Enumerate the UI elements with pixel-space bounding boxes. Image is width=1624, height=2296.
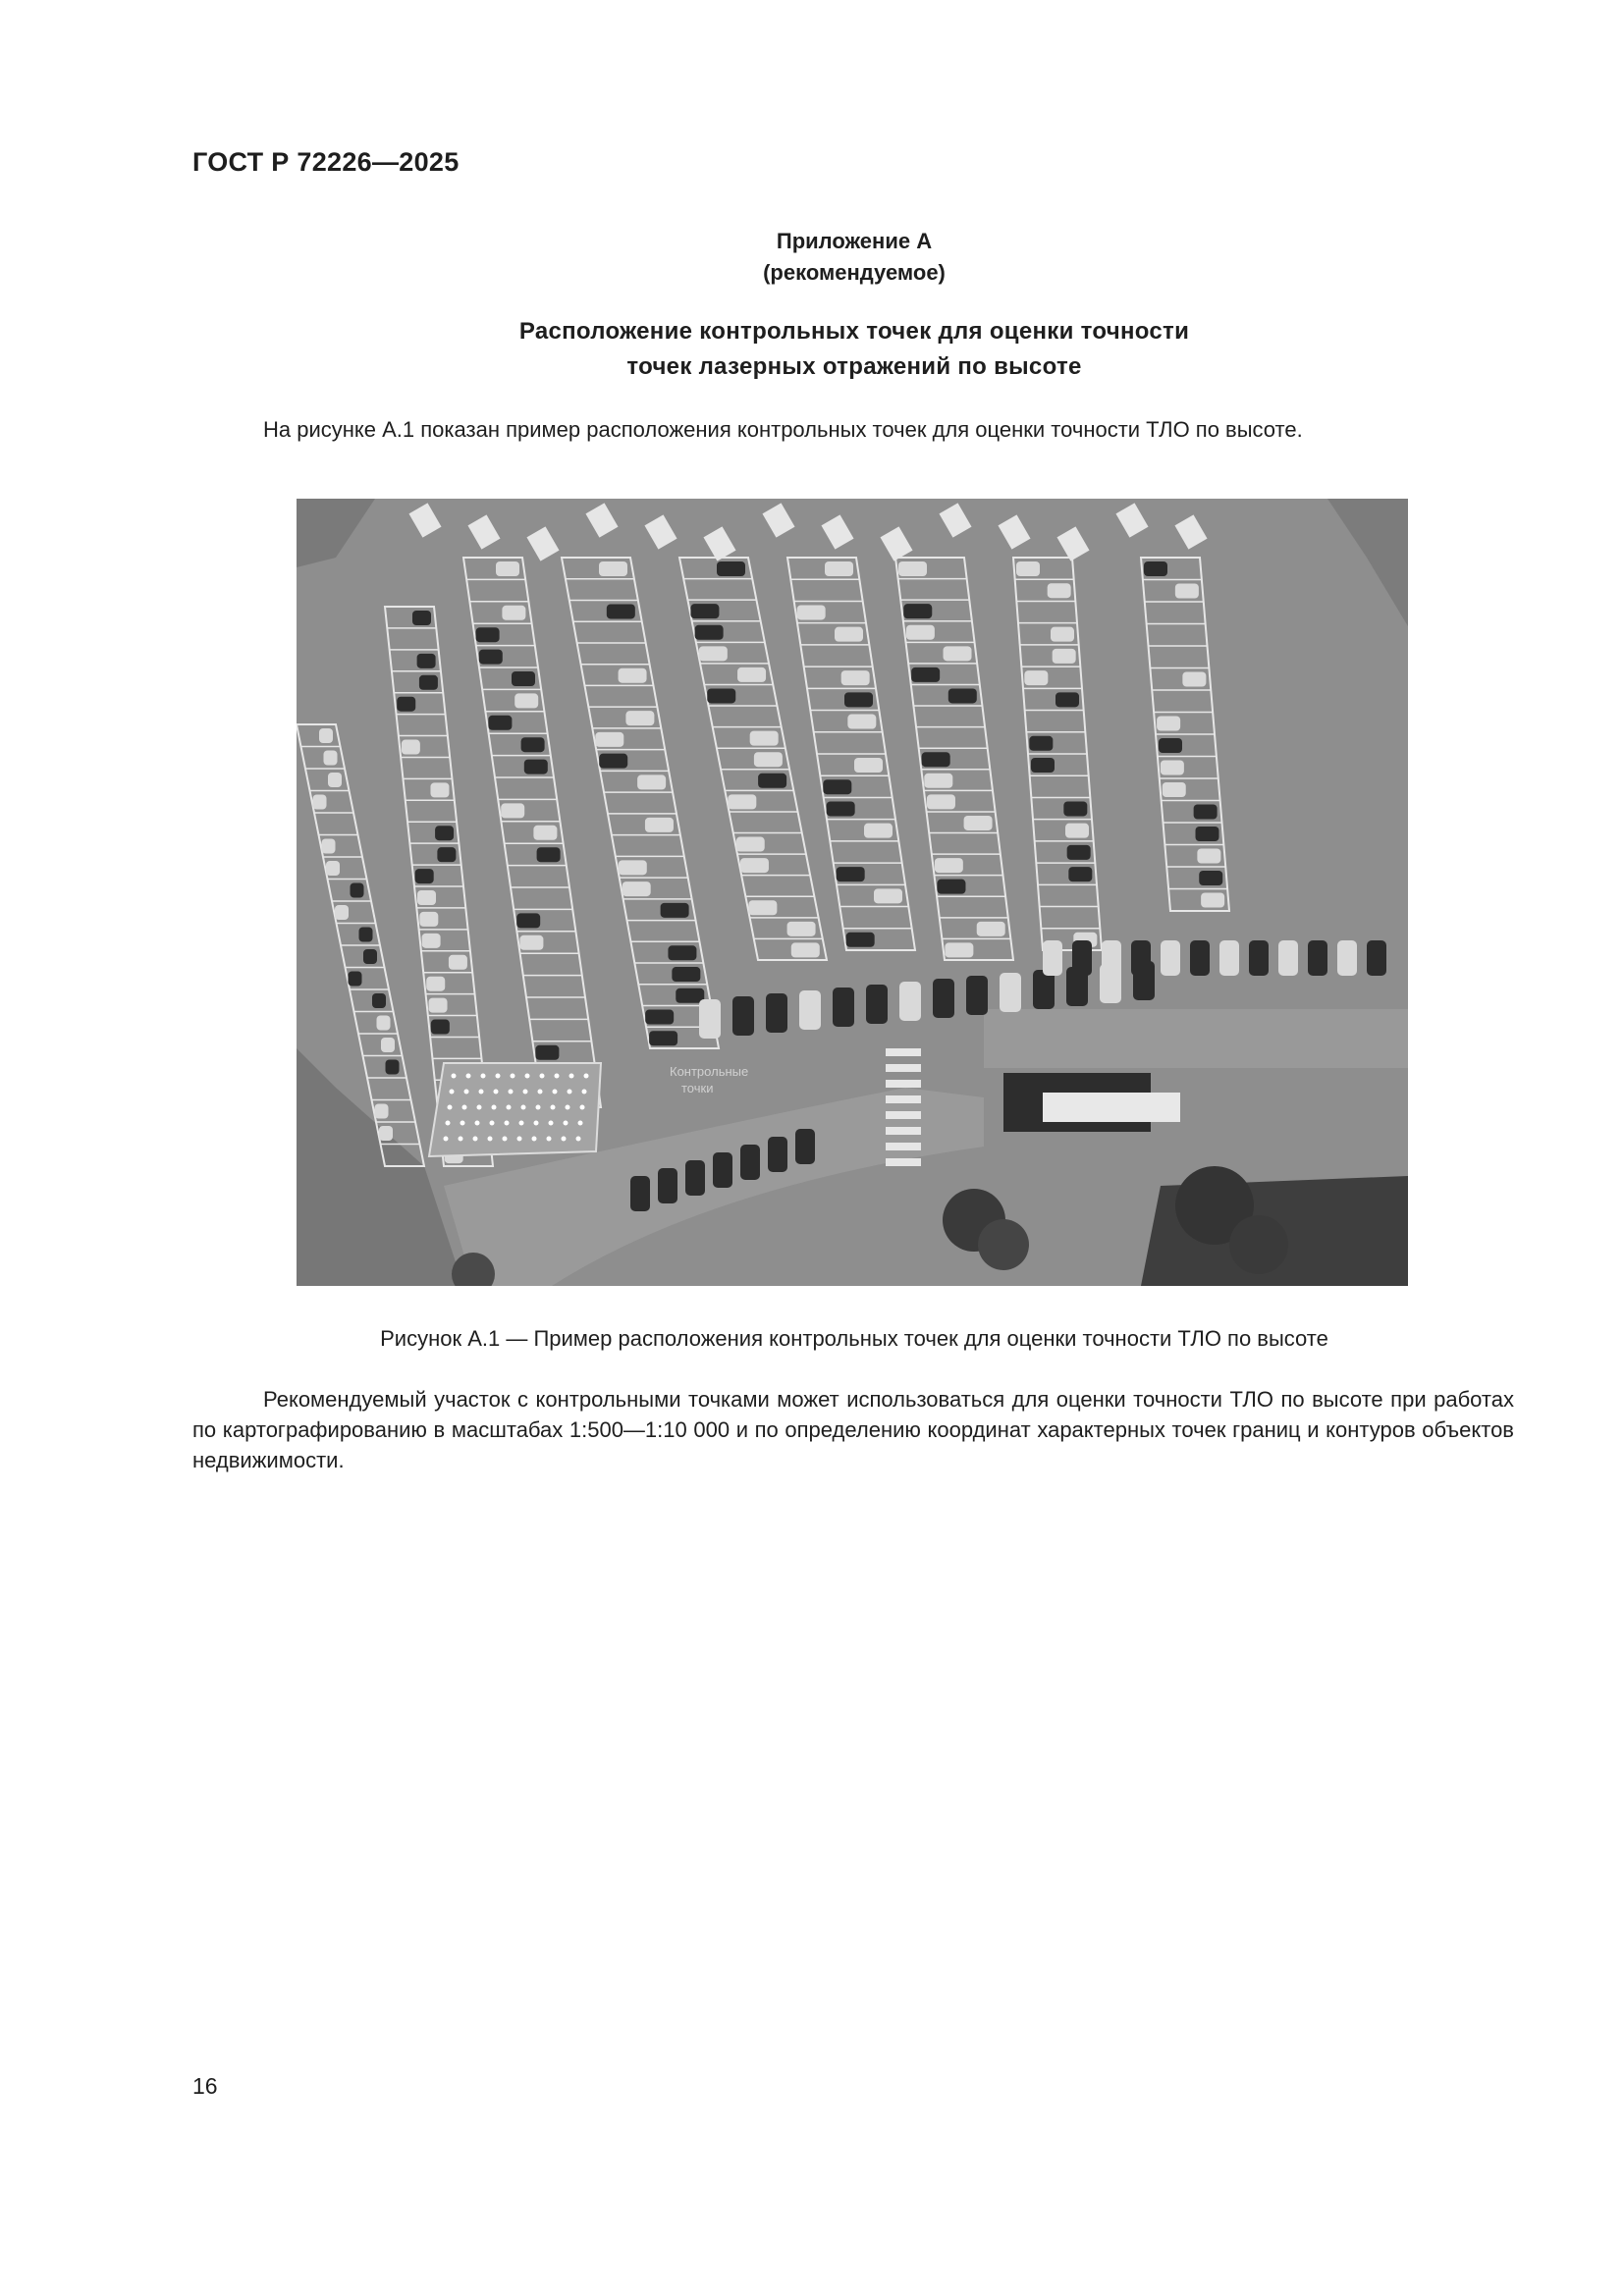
parked-car [924, 774, 952, 788]
control-point [494, 1090, 499, 1095]
parked-car [335, 905, 349, 920]
parked-car [728, 794, 756, 809]
parked-car [1163, 782, 1186, 797]
parked-car [846, 933, 875, 947]
control-point [555, 1074, 560, 1079]
parked-car [668, 945, 696, 960]
parked-car [319, 728, 333, 743]
parked-car [1367, 940, 1386, 976]
parked-car [844, 692, 873, 707]
parked-car [430, 782, 449, 797]
parked-car [964, 816, 993, 830]
parked-car [787, 922, 816, 936]
parked-car [864, 824, 893, 838]
control-point [534, 1121, 539, 1126]
parked-car [1053, 649, 1076, 664]
parked-car [435, 826, 454, 840]
parked-car [837, 867, 865, 881]
parked-car [429, 998, 448, 1013]
control-point [536, 1105, 541, 1110]
control-point [551, 1105, 556, 1110]
parked-car [324, 751, 338, 766]
parked-car [906, 625, 935, 640]
parked-car [595, 732, 623, 747]
crosswalk-stripe [886, 1048, 921, 1056]
parked-car [732, 996, 754, 1036]
parked-car [944, 646, 972, 661]
parked-car [754, 752, 783, 767]
parked-car [1000, 973, 1021, 1012]
parked-car [599, 561, 627, 576]
parked-car [847, 715, 876, 729]
parked-car [351, 883, 364, 898]
parked-car [637, 774, 666, 789]
parked-car [658, 1168, 677, 1203]
parked-car [945, 942, 973, 957]
section-title [0, 314, 1624, 385]
parked-car [1031, 758, 1055, 773]
parked-car [661, 903, 689, 918]
crosswalk-stripe [886, 1111, 921, 1119]
parked-car [502, 606, 525, 620]
parked-car [417, 654, 436, 668]
control-point [448, 1105, 453, 1110]
parked-car [1067, 845, 1091, 860]
parked-car [322, 839, 336, 854]
parked-car [419, 912, 438, 927]
parked-car [948, 688, 977, 703]
parked-car [1201, 893, 1224, 908]
crosswalk-stripe [886, 1127, 921, 1135]
parked-car [645, 818, 674, 832]
parked-car [1051, 627, 1074, 642]
parked-car [397, 697, 415, 712]
standard-code: ГОСТ Р 72226—2025 [192, 147, 460, 177]
parked-car [476, 627, 500, 642]
parked-car [911, 667, 940, 682]
control-point [569, 1074, 574, 1079]
control-point [475, 1121, 480, 1126]
parked-car [690, 604, 719, 618]
tree [978, 1219, 1029, 1270]
parked-car [797, 605, 826, 619]
parked-car [1102, 940, 1121, 976]
figure-caption: Рисунок А.1 — Пример расположения контрольных точек для оценки точности ТЛО по высоте [380, 1326, 1328, 1351]
crosswalk-stripe [886, 1143, 921, 1150]
control-point [564, 1121, 568, 1126]
parked-car [898, 561, 927, 576]
parked-car [795, 1129, 815, 1164]
parked-car [736, 837, 765, 852]
crosswalk-stripe [886, 1064, 921, 1072]
parked-car [977, 922, 1005, 936]
parked-car [676, 988, 704, 1003]
parked-car [328, 773, 342, 787]
control-point [578, 1121, 583, 1126]
appendix-status: (рекомендуемое) [763, 260, 946, 285]
parked-car [379, 1126, 393, 1141]
control-points-pad [429, 1063, 601, 1156]
parked-car [717, 561, 745, 576]
crosswalk-stripe [886, 1080, 921, 1088]
parked-car [359, 928, 373, 942]
parked-car [1144, 561, 1167, 576]
parked-car [516, 913, 540, 928]
control-point [523, 1090, 528, 1095]
control-point [492, 1105, 497, 1110]
parked-car [349, 972, 362, 987]
aerial-parking-photo [297, 499, 1408, 1286]
parked-car [625, 711, 654, 725]
appendix-label: Приложение А [776, 229, 933, 253]
control-point [505, 1121, 510, 1126]
control-point [459, 1137, 463, 1142]
section-title-line-2: точек лазерных отражений по высоте [626, 353, 1082, 380]
page-number: 16 [192, 2073, 218, 2099]
parked-car [630, 1176, 650, 1211]
control-point [580, 1105, 585, 1110]
parked-car [1072, 940, 1092, 976]
parked-car [372, 993, 386, 1008]
parked-car [645, 1010, 674, 1025]
control-point [507, 1105, 512, 1110]
bus [1043, 1093, 1180, 1122]
control-point [444, 1137, 449, 1142]
control-point [477, 1105, 482, 1110]
parked-car [496, 561, 519, 576]
control-point [488, 1137, 493, 1142]
parked-car [1196, 827, 1219, 841]
parked-car [1278, 940, 1298, 976]
parked-car [381, 1038, 395, 1052]
parked-car [417, 890, 436, 905]
parked-car [479, 650, 503, 665]
crosswalk-stripe [886, 1158, 921, 1166]
control-point [446, 1121, 451, 1126]
parked-car [695, 625, 724, 640]
parked-car [899, 982, 921, 1021]
crosswalk-stripe [886, 1095, 921, 1103]
parked-car [649, 1031, 677, 1045]
parked-car [326, 861, 340, 876]
parked-car [737, 667, 766, 682]
parked-car [854, 758, 883, 773]
parked-car [1219, 940, 1239, 976]
parked-car [1194, 805, 1218, 820]
parked-car [1016, 561, 1040, 576]
parked-car [740, 858, 769, 873]
control-point [490, 1121, 495, 1126]
intro-paragraph: На рисунке А.1 показан пример расположения контрольных точек для оценки точности ТЛО по высоте. [263, 417, 1303, 442]
parked-car [1249, 940, 1269, 976]
parked-car [841, 670, 870, 685]
control-point [450, 1090, 455, 1095]
parked-car [437, 847, 456, 862]
parked-car [827, 801, 855, 816]
parked-car [825, 561, 853, 576]
appendix-heading [0, 226, 1624, 289]
control-point [549, 1121, 554, 1126]
control-point [584, 1074, 589, 1079]
road [984, 1009, 1408, 1068]
parked-car [1029, 736, 1053, 751]
parked-car [672, 967, 700, 982]
parked-car [927, 794, 955, 809]
parked-car [1159, 738, 1182, 753]
parked-car [1024, 670, 1048, 685]
parked-car [1337, 940, 1357, 976]
control-point [473, 1137, 478, 1142]
parked-car [1161, 940, 1180, 976]
control-point [466, 1074, 471, 1079]
parked-car [375, 1104, 389, 1119]
parked-car [537, 847, 561, 862]
overlay-label-line-1: Контрольные [670, 1064, 749, 1079]
control-point [525, 1074, 530, 1079]
parked-car [1065, 824, 1089, 838]
control-point [496, 1074, 501, 1079]
parked-car [903, 604, 932, 618]
control-point [568, 1090, 572, 1095]
parked-car [412, 611, 431, 625]
control-point [509, 1090, 514, 1095]
parked-car [766, 993, 787, 1033]
parked-car [619, 668, 647, 683]
control-point [479, 1090, 484, 1095]
parked-car [935, 858, 963, 873]
parked-car [799, 990, 821, 1030]
parked-car [1161, 761, 1184, 775]
parked-car [1182, 672, 1206, 687]
parked-car [535, 1045, 559, 1060]
parked-car [449, 955, 467, 970]
control-point [566, 1105, 570, 1110]
overlay-label-line-2: точки [681, 1081, 714, 1095]
parked-car [501, 803, 524, 818]
parked-car [713, 1152, 732, 1188]
parked-car [866, 985, 888, 1024]
parked-car [1056, 692, 1079, 707]
parked-car [1068, 867, 1092, 881]
parked-car [740, 1145, 760, 1180]
parked-car [748, 900, 777, 915]
parked-car [699, 999, 721, 1039]
control-point [521, 1105, 526, 1110]
parked-car [707, 688, 735, 703]
parked-car [1063, 801, 1087, 816]
parked-car [699, 646, 728, 661]
parked-car [1199, 871, 1222, 885]
section-title-line-1: Расположение контрольных точек для оценки точности [518, 318, 1190, 345]
parked-car [1175, 584, 1199, 599]
parked-car [1157, 717, 1180, 731]
parked-car [1308, 940, 1327, 976]
control-point [532, 1137, 537, 1142]
parked-car [1048, 583, 1071, 598]
parked-car [833, 988, 854, 1027]
aerial-photo-figure [297, 499, 1408, 1286]
parked-car [599, 754, 627, 769]
control-point [452, 1074, 457, 1079]
parked-car [791, 942, 820, 957]
parked-car [933, 979, 954, 1018]
parked-car [431, 1020, 450, 1035]
control-point [462, 1105, 467, 1110]
parked-car [419, 675, 438, 690]
parked-car [922, 752, 950, 767]
parked-car [313, 795, 327, 810]
tree [1229, 1215, 1288, 1274]
control-point [547, 1137, 552, 1142]
parked-car [521, 737, 545, 752]
parked-car [524, 760, 548, 774]
parked-car [377, 1016, 391, 1031]
parked-car [685, 1160, 705, 1196]
control-point [511, 1074, 515, 1079]
parked-car [758, 774, 786, 788]
parked-car [823, 779, 851, 794]
parked-car [623, 881, 651, 896]
control-point [562, 1137, 567, 1142]
parked-car [937, 880, 965, 894]
parked-car [835, 627, 863, 642]
parked-car [488, 716, 512, 730]
control-point [553, 1090, 558, 1095]
parked-car [402, 740, 420, 755]
control-point [481, 1074, 486, 1079]
control-point [517, 1137, 522, 1142]
parked-car [519, 935, 543, 950]
control-point [464, 1090, 469, 1095]
control-point [460, 1121, 465, 1126]
parked-car [533, 826, 557, 840]
control-point [519, 1121, 524, 1126]
parked-car [426, 977, 445, 991]
parked-car [607, 604, 635, 618]
parked-car [386, 1060, 400, 1075]
parked-car [422, 934, 441, 948]
control-point [503, 1137, 508, 1142]
control-point [582, 1090, 587, 1095]
parked-car [619, 860, 647, 875]
parked-car [363, 949, 377, 964]
control-point [540, 1074, 545, 1079]
parked-car [1131, 940, 1151, 976]
parked-car [1043, 940, 1062, 976]
parked-car [415, 869, 434, 883]
control-point [576, 1137, 581, 1142]
parked-car [750, 731, 779, 746]
parked-car [966, 976, 988, 1015]
parked-car [512, 671, 535, 686]
parked-car [874, 888, 902, 903]
parked-car [1190, 940, 1210, 976]
parked-car [1197, 849, 1220, 864]
body-paragraph: Рекомендуемый участок с контрольными точками может использоваться для оценки точности ТЛО по высоте при работах по картографированию в масштабах 1:500—1:10 000 и по определению координат характерных точек границ и контуров объектов недвижимости. [192, 1387, 1514, 1472]
control-point [538, 1090, 543, 1095]
parked-car [768, 1137, 787, 1172]
parked-car [514, 693, 538, 708]
